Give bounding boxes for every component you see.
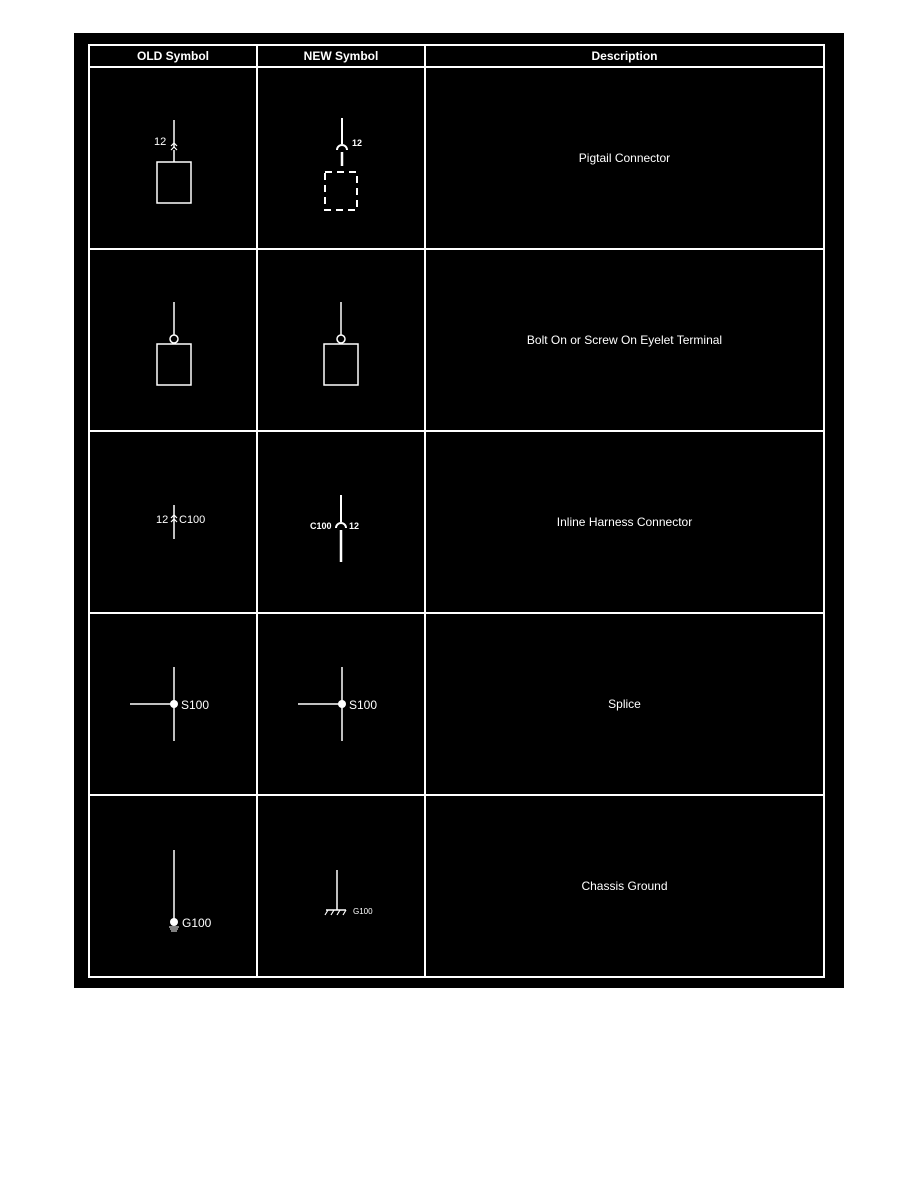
table-row (89, 431, 824, 613)
symbol-legend-table (88, 44, 825, 978)
old-ground-label: G100 (182, 916, 212, 930)
new-pigtail-connector-symbol (258, 68, 425, 248)
old-symbol-cell (89, 431, 257, 613)
old-symbol-cell (89, 67, 257, 249)
table-row (89, 67, 824, 249)
old-symbol-cell (89, 613, 257, 795)
old-symbol-cell (89, 795, 257, 977)
old-pin-label: 12 (154, 136, 167, 148)
new-symbol-cell (257, 67, 425, 249)
new-connector-label: C100 (310, 521, 332, 531)
new-symbol-cell (257, 795, 425, 977)
old-pigtail-connector-symbol (90, 68, 257, 248)
new-splice-symbol (258, 614, 425, 794)
description-cell: Chassis Ground (425, 795, 824, 977)
new-pin-label: 12 (349, 521, 360, 531)
header-description: Description (425, 45, 824, 67)
header-old-symbol: OLD Symbol (89, 45, 257, 67)
new-ground-label: G100 (353, 907, 373, 916)
table-row (89, 613, 824, 795)
new-symbol-cell (257, 613, 425, 795)
description-cell: Pigtail Connector (425, 67, 824, 249)
old-splice-label: S100 (181, 698, 210, 712)
new-symbol-cell (257, 431, 425, 613)
description-cell: Bolt On or Screw On Eyelet Terminal (425, 249, 824, 431)
old-chassis-ground-symbol (90, 796, 257, 976)
old-inline-connector-symbol (90, 432, 257, 612)
old-symbol-cell (89, 249, 257, 431)
new-chassis-ground-symbol (258, 796, 425, 976)
old-splice-symbol (90, 614, 257, 794)
old-eyelet-terminal-symbol (90, 250, 257, 430)
new-splice-label: S100 (349, 698, 378, 712)
new-eyelet-terminal-symbol (258, 250, 425, 430)
old-connector-label: C100 (179, 514, 206, 526)
new-symbol-cell (257, 249, 425, 431)
header-row (89, 45, 824, 67)
header-new-symbol: NEW Symbol (257, 45, 425, 67)
new-inline-connector-symbol (258, 432, 425, 612)
old-pin-label: 12 (156, 514, 169, 526)
table-row (89, 795, 824, 977)
description-cell: Inline Harness Connector (425, 431, 824, 613)
table-row (89, 249, 824, 431)
description-cell: Splice (425, 613, 824, 795)
new-pin-label: 12 (352, 138, 363, 148)
